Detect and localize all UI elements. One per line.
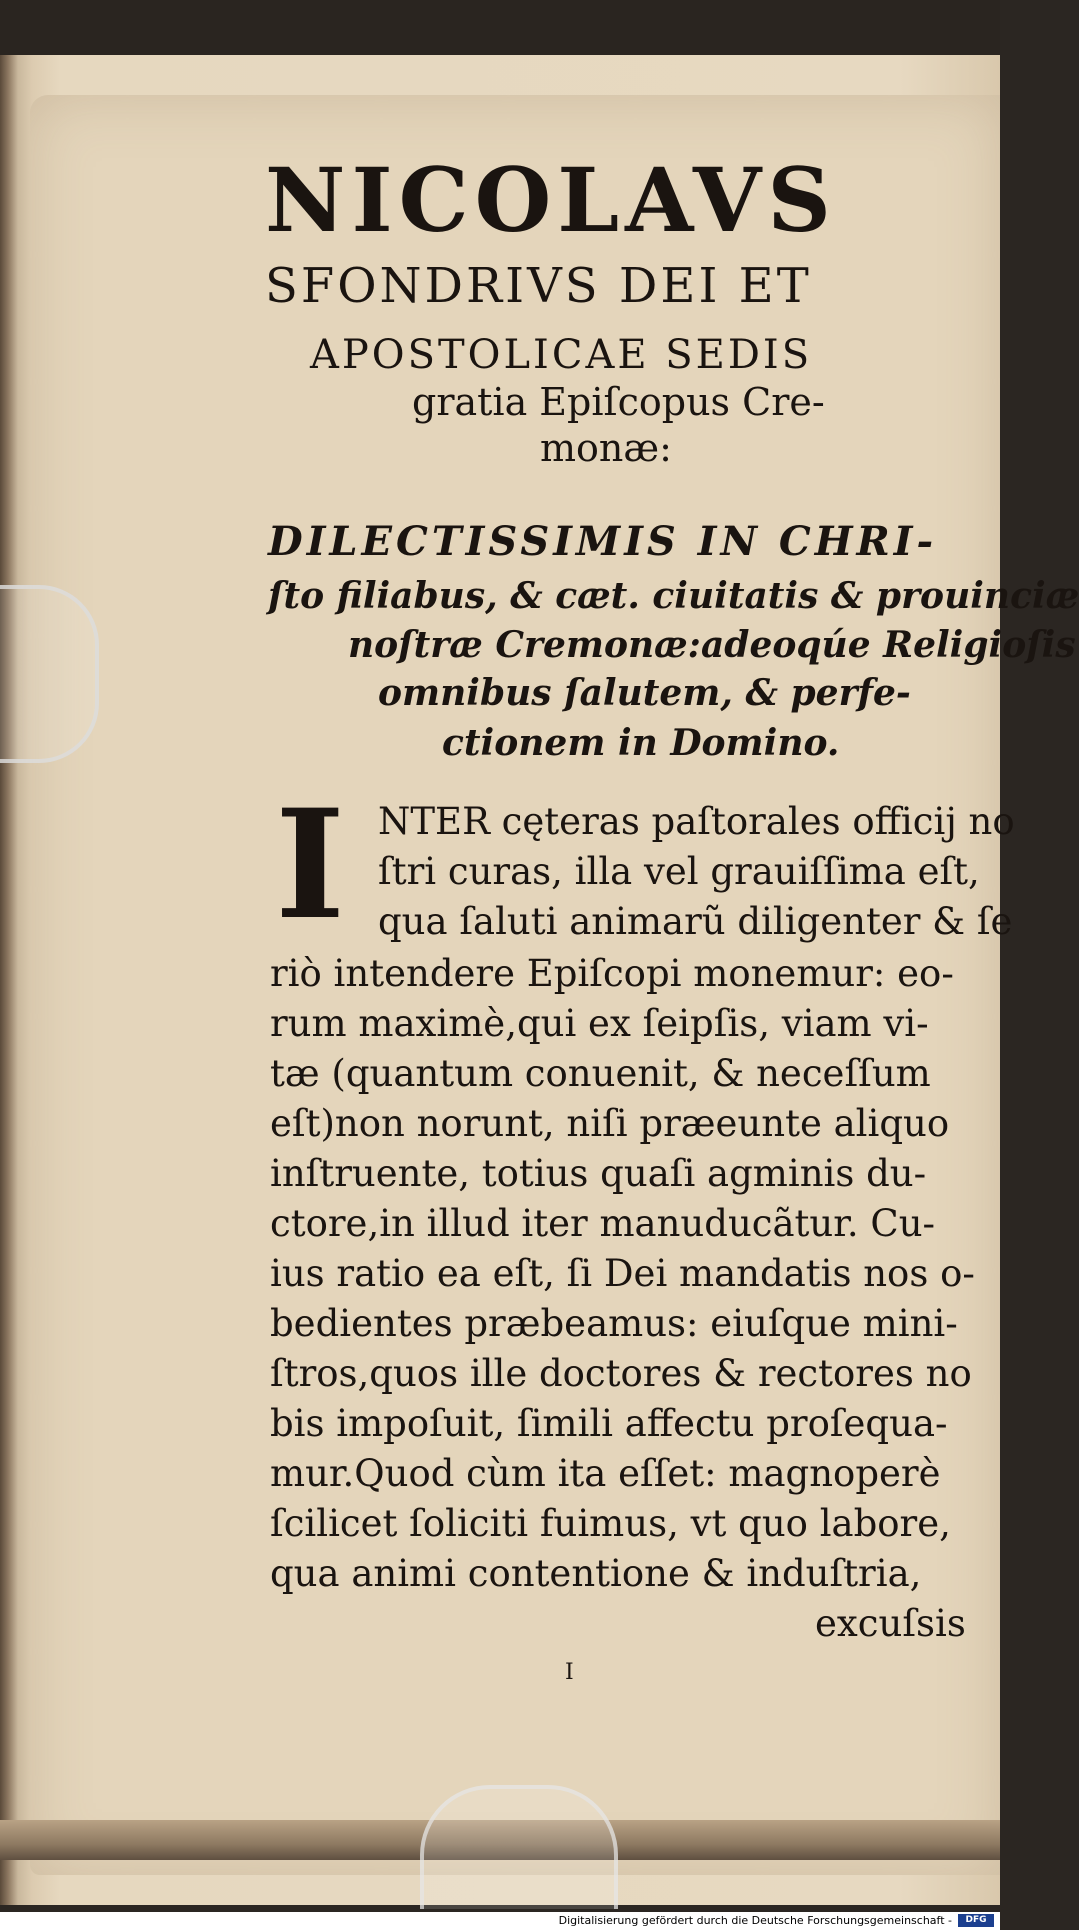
body-line: qua ſaluti animarũ diligenter & ſe <box>378 900 1013 943</box>
address-line-2: ſto filiabus, & cæt. ciuitatis & prouinciæ <box>268 575 1079 617</box>
body-line: NTER cęteras paſtorales officij no <box>378 800 1015 843</box>
body-line: rum maximè,qui ex ſeipſis, viam vi- <box>270 1002 929 1045</box>
page-number: I <box>565 1660 574 1685</box>
body-line: ſcilicet ſoliciti fuimus, vt quo labore, <box>270 1502 951 1545</box>
body-line: mur.Quod cùm ita eſſet: magnoperè <box>270 1452 941 1495</box>
body-line: ius ratio ea eſt, ſi Dei mandatis nos o- <box>270 1252 975 1295</box>
address-line-3: noſtræ Cremonæ:adeoqúe Religioſis <box>348 624 1076 666</box>
body-line: bis impoſuit, ſimili affectu proſequa- <box>270 1402 948 1445</box>
catchword: excuſsis <box>815 1602 966 1645</box>
body-line: inſtruente, totius quaſi agminis du- <box>270 1152 927 1195</box>
heading-line-5: monæ: <box>540 426 672 470</box>
footer-credit: Digitalisierung gefördert durch die Deutsche Forschungsgemeinschaft - <box>558 1914 952 1927</box>
dfg-logo: DFG <box>958 1914 994 1927</box>
body-line: qua animi contentione & induſtria, <box>270 1552 922 1595</box>
body-line: riò intendere Epiſcopi monemur: eo- <box>270 952 954 995</box>
body-line: ſtros,quos ille doctores & rectores no <box>270 1352 972 1395</box>
address-line-4: omnibus ſalutem, & perfe- <box>378 672 911 714</box>
drop-cap: I <box>275 777 346 953</box>
body-line: ſtri curas, illa vel grauiſſima eſt, <box>378 850 980 893</box>
heading-line-4: gratia Epiſcopus Cre- <box>412 380 825 424</box>
body-line: ctore,in illud iter manuducãtur. Cu- <box>270 1202 936 1245</box>
address-line-5: ctionem in Domino. <box>442 722 840 764</box>
heading-line-3: APOSTOLICAE SEDIS <box>310 332 813 378</box>
background-top <box>0 0 1000 60</box>
address-line-1: DILECTISSIMIS IN CHRI- <box>268 518 938 565</box>
page-holder-clip-bottom <box>420 1785 618 1909</box>
page-holder-clip-left <box>0 585 99 763</box>
body-line: tæ (quantum conuenit, & neceſſum <box>270 1052 931 1095</box>
heading-line-2: SFONDRIVS DEI ET <box>265 258 812 314</box>
heading-line-1: NICOLAVS <box>265 148 837 252</box>
body-line: eſt)non norunt, niſi præeunte aliquo <box>270 1102 950 1145</box>
body-line: bedientes præbeamus: eiuſque mini- <box>270 1302 958 1345</box>
